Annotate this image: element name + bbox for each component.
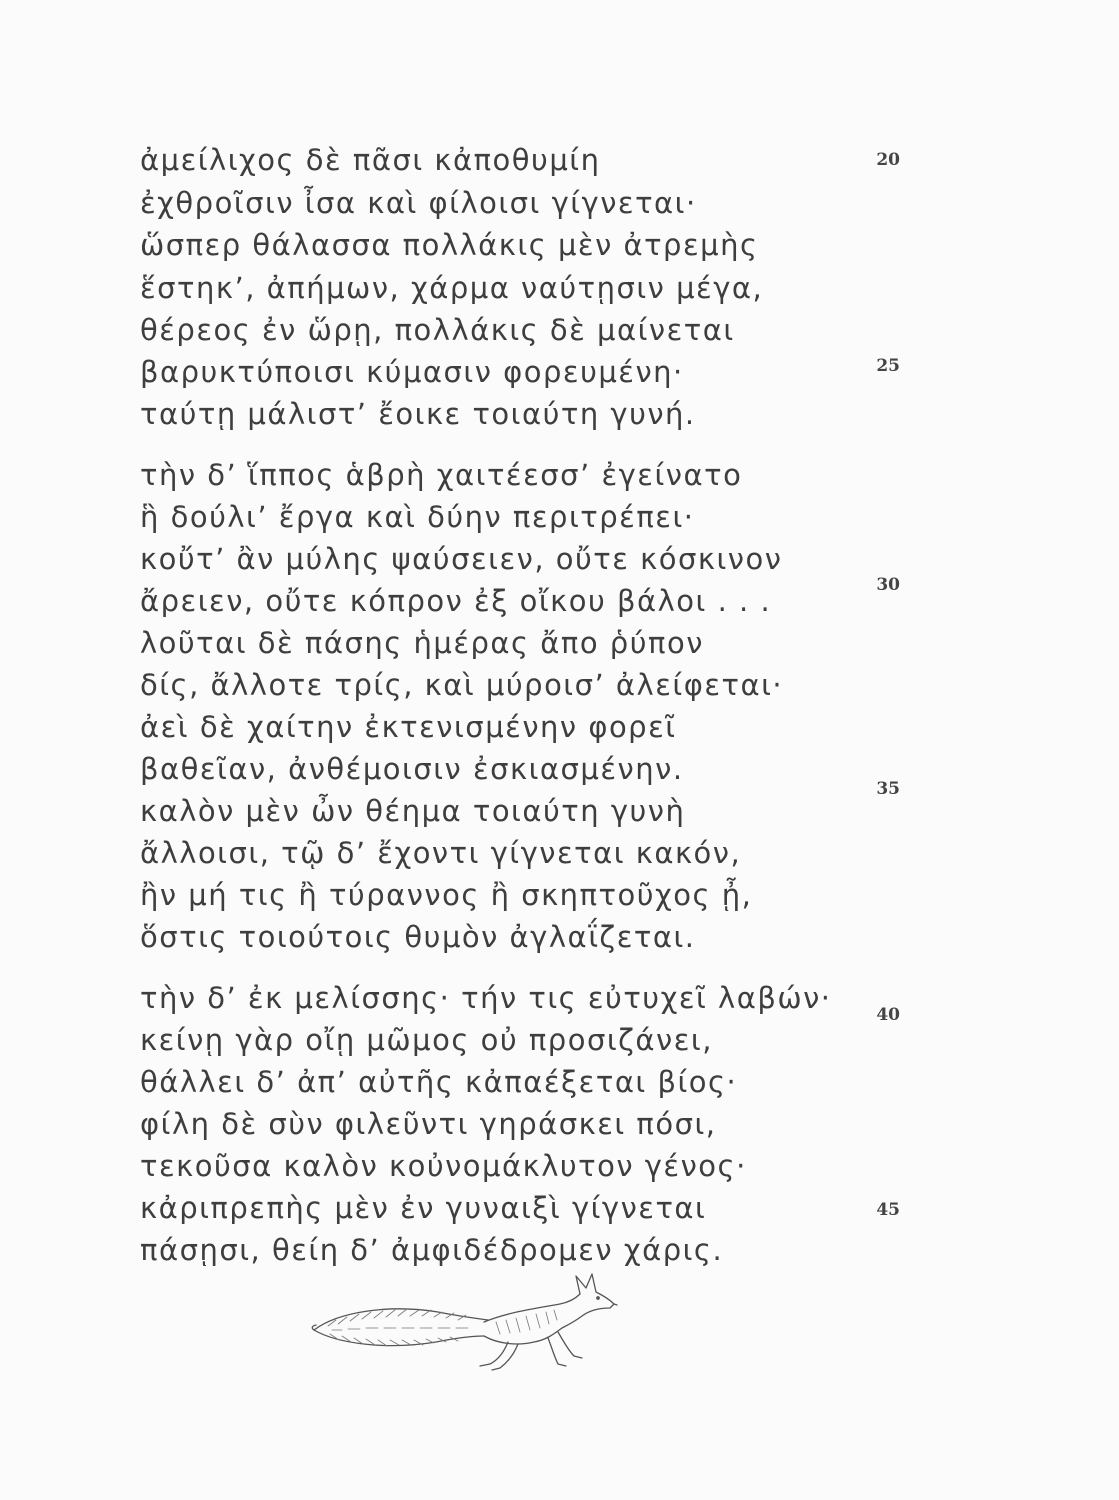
line-number: 45 (876, 1200, 900, 1220)
verse-line: ἄρειεν, οὔτε κόπρον ἐξ οἴκου βάλοι . . . (140, 584, 772, 618)
verse-line: θέρεος ἐν ὥρῃ, πολλάκις δὲ μαίνεται (140, 313, 735, 347)
verse-line: καλὸν μὲν ὦν θέημα τοιαύτη γυνὴ (140, 794, 686, 828)
verse-line: ἄλλοισι, τῷ δ’ ἔχοντι γίγνεται κακόν, (140, 836, 742, 870)
verse-line: ἀμείλιχος δὲ πᾶσι κἀποθυμίη (140, 143, 601, 177)
verse-line: βαθεῖαν, ἀνθέμοισιν ἐσκιασμένην. (140, 752, 684, 786)
verse-line: ταύτῃ μάλιστ’ ἔοικε τοιαύτη γυνή. (140, 397, 696, 431)
verse-line: ἣ δούλι’ ἔργα καὶ δύην περιτρέπει· (140, 500, 695, 534)
verse-line: ἕστηκ’, ἀπήμων, χάρμα ναύτῃσιν μέγα, (140, 271, 764, 305)
verse-line: φίλη δὲ σὺν φιλεῦντι γηράσκει πόσι, (140, 1107, 717, 1141)
line-number: 40 (876, 1005, 900, 1025)
verse-line: πάσῃσι, θείη δ’ ἀμφιδέδρομεν χάρις. (140, 1233, 724, 1267)
verse-line: κοὔτ’ ἂν μύλης ψαύσειεν, οὔτε κόσκινον (140, 542, 783, 576)
line-number: 20 (876, 150, 900, 170)
verse-line: ὅστις τοιούτοις θυμὸν ἀγλαΐζεται. (140, 920, 696, 954)
verse-line: ὥσπερ θάλασσα πολλάκις μὲν ἀτρεμὴς (140, 228, 759, 262)
line-number: 30 (876, 575, 900, 595)
verse-line: ἢν μή τις ἢ τύραννος ἢ σκηπτοῦχος ᾖ, (140, 878, 753, 912)
fox-illustration (308, 1268, 618, 1378)
verse-line: κἀριπρεπὴς μὲν ἐν γυναιξὶ γίγνεται (140, 1191, 707, 1225)
verse-line: λοῦται δὲ πάσης ἡμέρας ἄπο ῥύπον (140, 626, 704, 660)
verse-line: κείνῃ γὰρ οἴῃ μῶμος οὐ προσιζάνει, (140, 1023, 713, 1057)
verse-line: τεκοῦσα καλὸν κοὐνομάκλυτον γένος· (140, 1149, 747, 1183)
verse-line: ἀεὶ δὲ χαίτην ἐκτενισμένην φορεῖ (140, 710, 677, 744)
verse-line: τὴν δ’ ἐκ μελίσσης· τήν τις εὐτυχεῖ λαβών· (140, 981, 832, 1015)
verse-line: θάλλει δ’ ἀπ’ αὐτῆς κἀπαέξεται βίος· (140, 1065, 738, 1099)
verse-line: τὴν δ’ ἵππος ἁβρὴ χαιτέεσσ’ ἐγείνατο (140, 458, 743, 492)
line-number: 35 (876, 779, 900, 799)
verse-line: ἐχθροῖσιν ἶσα καὶ φίλοισι γίγνεται· (140, 186, 697, 220)
verse-line: βαρυκτύποισι κύμασιν φορευμένη· (140, 355, 684, 389)
verse-line: δίς, ἄλλοτε τρίς, καὶ μύροισ’ ἀλείφεται· (140, 668, 784, 702)
line-number: 25 (876, 356, 900, 376)
